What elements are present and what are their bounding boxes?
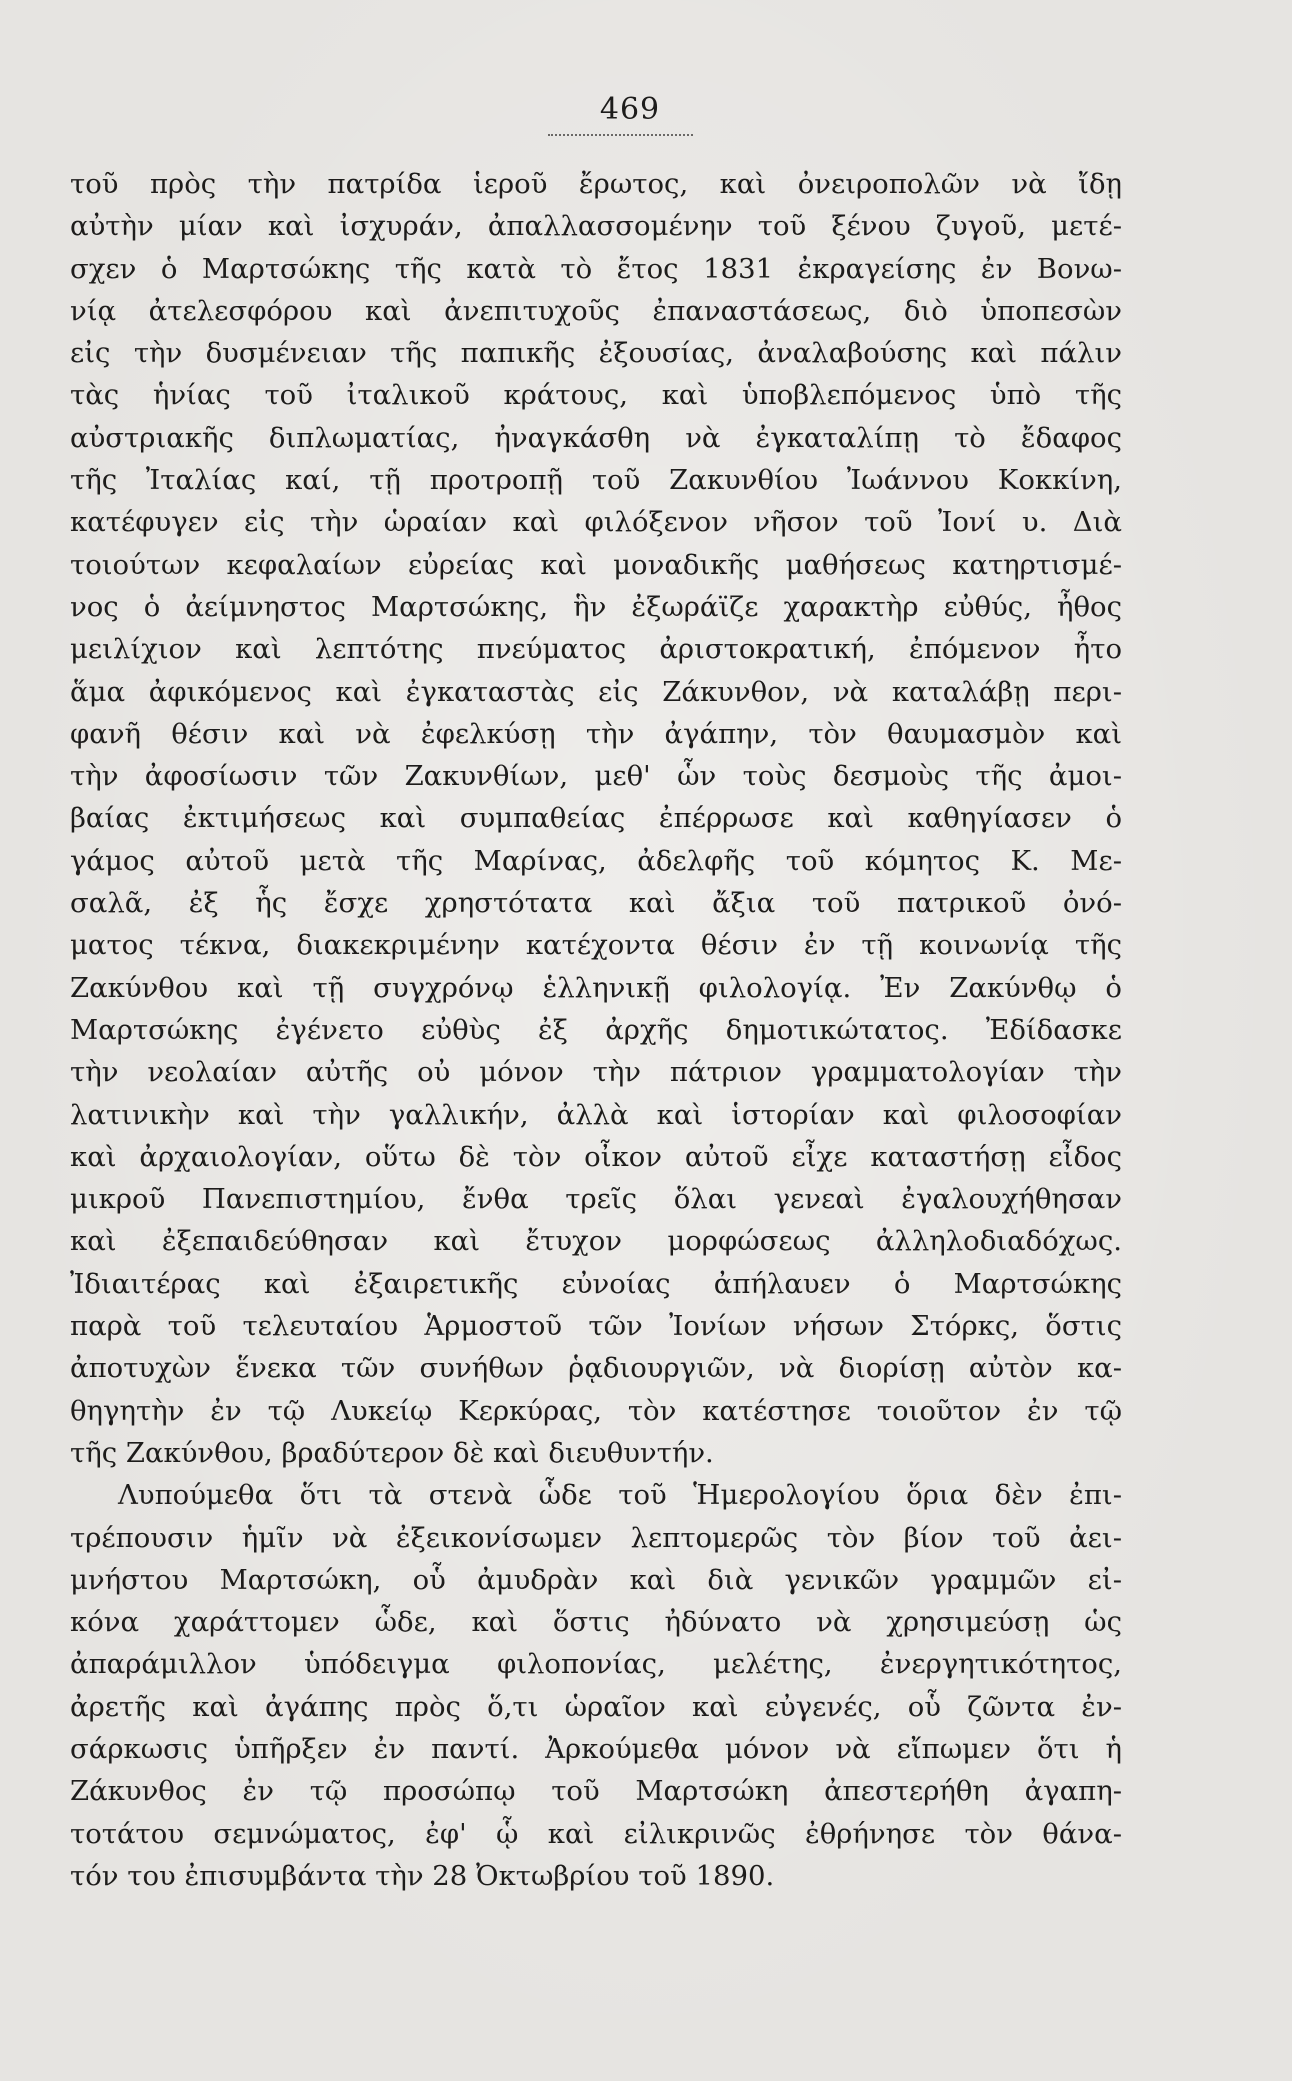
text-line: εἰς τὴν δυσμένειαν τῆς παπικῆς ἐξουσίας, ἀναλαβούσης καὶ πάλιν <box>70 337 1122 370</box>
text-line: παρὰ τοῦ τελευταίου Ἁρμοστοῦ τῶν Ἰονίων νήσων Στόρκς, ὅστις <box>70 1310 1122 1343</box>
text-line: ἀποτυχὼν ἕνεκα τῶν συνήθων ῥᾳδιουργιῶν, νὰ διορίσῃ αὐτὸν κα- <box>70 1352 1122 1385</box>
text-line: νος ὁ ἀείμνηστος Μαρτσώκης, ἣν ἐξωράϊζε χαρακτὴρ εὐθύς, ἦθος <box>70 590 1122 623</box>
text-line: λατινικὴν καὶ τὴν γαλλικήν, ἀλλὰ καὶ ἱστορίαν καὶ φιλοσοφίαν <box>70 1098 1122 1131</box>
text-line: μειλίχιον καὶ λεπτότης πνεύματος ἀριστοκρατική, ἐπόμενον ἦτο <box>70 633 1122 666</box>
body-text <box>70 163 1122 1897</box>
text-line: νίᾳ ἀτελεσφόρου καὶ ἀνεπιτυχοῦς ἐπαναστάσεως, διὸ ὑποπεσὼν <box>70 294 1122 327</box>
text-line: φανῆ θέσιν καὶ νὰ ἐφελκύσῃ τὴν ἀγάπην, τὸν θαυμασμὸν καὶ <box>70 717 1122 750</box>
text-line: ματος τέκνα, διακεκριμένην κατέχοντα θέσιν ἐν τῇ κοινωνίᾳ τῆς <box>70 929 1122 962</box>
text-line: καὶ ἀρχαιολογίαν, οὕτω δὲ τὸν οἶκον αὐτοῦ εἶχε καταστήσῃ εἶδος <box>70 1140 1122 1173</box>
text-line: τὴν ἀφοσίωσιν τῶν Ζακυνθίων, μεθ' ὧν τοὺς δεσμοὺς τῆς ἀμοι- <box>70 760 1122 793</box>
text-line: τόν του ἐπισυμβάντα τὴν 28 Ὀκτωβρίου τοῦ 1890. <box>70 1859 775 1892</box>
text-line: κατέφυγεν εἰς τὴν ὡραίαν καὶ φιλόξενον νῆσον τοῦ Ἰονί υ. Διὰ <box>70 506 1122 539</box>
text-line: ἅμα ἀφικόμενος καὶ ἐγκαταστὰς εἰς Ζάκυνθον, νὰ καταλάβῃ περι- <box>70 675 1122 708</box>
text-line: Ἰδιαιτέρας καὶ ἐξαιρετικῆς εὐνοίας ἀπήλαυεν ὁ Μαρτσώκης <box>70 1267 1122 1300</box>
text-line: τρέπουσιν ἡμῖν νὰ ἐξεικονίσωμεν λεπτομερῶς τὸν βίον τοῦ ἀει- <box>70 1521 1122 1554</box>
text-line: τῆς Ζακύνθου, βραδύτερον δὲ καὶ διευθυντήν. <box>70 1436 714 1469</box>
text-line: ἀρετῆς καὶ ἀγάπης πρὸς ὅ,τι ὡραῖον καὶ εὐγενές, οὗ ζῶντα ἐν- <box>70 1690 1122 1723</box>
paragraph <box>70 163 1122 1474</box>
text-line: τοιούτων κεφαλαίων εὐρείας καὶ μοναδικῆς μαθήσεως κατηρτισμέ- <box>70 548 1122 581</box>
text-line: Μαρτσώκης ἐγένετο εὐθὺς ἐξ ἀρχῆς δημοτικώτατος. Ἐδίδασκε <box>70 1013 1122 1046</box>
paragraph <box>70 1474 1122 1897</box>
text-line: τὴν νεολαίαν αὐτῆς οὐ μόνον τὴν πάτριον γραμματολογίαν τὴν <box>70 1056 1122 1089</box>
text-line: τοῦ πρὸς τὴν πατρίδα ἱεροῦ ἔρωτος, καὶ ὀνειροπολῶν νὰ ἴδῃ <box>70 168 1122 200</box>
text-line: Λυπούμεθα ὅτι τὰ στενὰ ὧδε τοῦ Ἡμερολογίου ὅρια δὲν ἐπι- <box>118 1479 1122 1512</box>
text-line: τοτάτου σεμνώματος, ἐφ' ᾧ καὶ εἰλικρινῶς ἐθρήνησε τὸν θάνα- <box>70 1817 1122 1850</box>
text-line: αὐστριακῆς διπλωματίας, ἠναγκάσθη νὰ ἐγκαταλίπῃ τὸ ἔδαφος <box>70 421 1122 454</box>
text-line: καὶ ἐξεπαιδεύθησαν καὶ ἔτυχον μορφώσεως ἀλληλοδιαδόχως. <box>70 1225 1122 1258</box>
text-line: σαλᾶ, ἐξ ἧς ἔσχε χρηστότατα καὶ ἄξια τοῦ πατρικοῦ ὀνό- <box>70 887 1122 920</box>
text-line: μνήστου Μαρτσώκη, οὗ ἀμυδρὰν καὶ διὰ γενικῶν γραμμῶν εἰ- <box>70 1563 1122 1596</box>
text-line: αὐτὴν μίαν καὶ ἰσχυράν, ἀπαλλασσομένην τοῦ ξένου ζυγοῦ, μετέ- <box>70 210 1122 243</box>
text-line: τὰς ἡνίας τοῦ ἰταλικοῦ κράτους, καὶ ὑποβλεπόμενος ὑπὸ τῆς <box>70 379 1122 412</box>
text-line: σχεν ὁ Μαρτσώκης τῆς κατὰ τὸ ἔτος 1831 ἐκραγείσης ἐν Βονω- <box>70 252 1122 285</box>
text-line: βαίας ἐκτιμήσεως καὶ συμπαθείας ἐπέρρωσε καὶ καθηγίασεν ὁ <box>70 802 1122 835</box>
page-number: 469 <box>599 92 661 127</box>
text-line: ἀπαράμιλλον ὑπόδειγμα φιλοπονίας, μελέτης, ἐνεργητικότητος, <box>70 1648 1122 1681</box>
text-line: θηγητὴν ἐν τῷ Λυκείῳ Κερκύρας, τὸν κατέστησε τοιοῦτον ἐν τῷ <box>70 1394 1122 1427</box>
text-line: γάμος αὐτοῦ μετὰ τῆς Μαρίνας, ἀδελφῆς τοῦ κόμητος Κ. Με- <box>70 844 1122 877</box>
text-line: κόνα χαράττομεν ὧδε, καὶ ὅστις ἠδύνατο νὰ χρησιμεύσῃ ὡς <box>70 1606 1122 1639</box>
text-line: Ζάκυνθος ἐν τῷ προσώπῳ τοῦ Μαρτσώκη ἀπεστερήθη ἀγαπη- <box>70 1775 1122 1808</box>
text-line: μικροῦ Πανεπιστημίου, ἔνθα τρεῖς ὅλαι γενεαὶ ἐγαλουχήθησαν <box>70 1183 1122 1216</box>
text-line: Ζακύνθου καὶ τῇ συγχρόνῳ ἑλληνικῇ φιλολογίᾳ. Ἐν Ζακύνθῳ ὁ <box>70 971 1122 1004</box>
text-line: σάρκωσις ὑπῆρξεν ἐν παντί. Ἀρκούμεθα μόνον νὰ εἴπωμεν ὅτι ἡ <box>70 1732 1122 1765</box>
page-number-rule <box>548 134 693 136</box>
text-line: τῆς Ἰταλίας καί, τῇ προτροπῇ τοῦ Ζακυνθίου Ἰωάννου Κοκκίνη, <box>70 464 1122 497</box>
